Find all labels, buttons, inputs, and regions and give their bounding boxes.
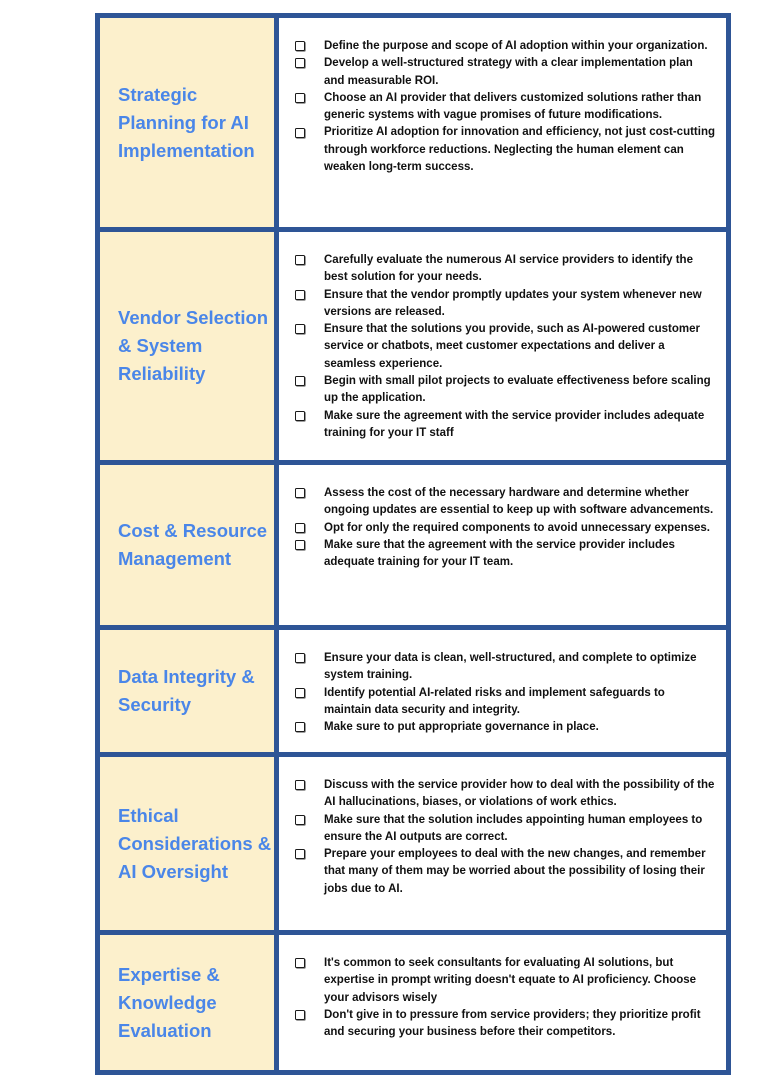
checkbox-icon	[295, 93, 305, 103]
checklist-item	[295, 321, 720, 373]
table-row	[100, 935, 726, 1070]
checklist-item-text: Prepare your employees to deal with the new changes, and remember that many of them may be worried about the possibility of losing their jobs due to AI.	[324, 848, 706, 895]
checklist-item	[295, 408, 720, 443]
checkbox-icon	[295, 41, 305, 51]
category-heading: Strategic Planning for AI Implementation	[118, 83, 255, 161]
checklist-item-text: Make sure to put appropriate governance in place.	[324, 721, 599, 734]
table-row	[100, 465, 726, 630]
checklist-item	[295, 685, 720, 720]
checklist-cell	[279, 465, 726, 625]
table-row	[100, 18, 726, 232]
checkbox-icon	[295, 780, 305, 790]
category-cell	[100, 757, 279, 930]
table-row	[100, 757, 726, 935]
checklist-item-text: Identify potential AI-related risks and implement safeguards to maintain data security and integrity.	[324, 686, 665, 716]
checklist-item-text: Don't give in to pressure from service providers; they prioritize profit and securing your business before their competitors.	[324, 1008, 701, 1039]
category-cell	[100, 18, 279, 227]
checklist-item-text: Ensure that the solutions you provide, such as AI-powered customer service or chatbots, meet customer expectations and deliver a seamless experience.	[324, 323, 700, 370]
category-heading: Vendor Selection & System Reliability	[118, 307, 269, 384]
checkbox-icon	[295, 411, 305, 421]
checklist	[295, 777, 720, 898]
checkbox-icon	[295, 376, 305, 386]
checklist-item-text: Make sure that the agreement with the service provider includes adequate training for your IT team.	[324, 538, 675, 569]
checkbox-icon	[295, 815, 305, 825]
checklist-item-text: Ensure that the vendor promptly updates your system whenever new versions are released.	[324, 288, 702, 318]
checklist-cell	[279, 630, 726, 752]
checklist-cell	[279, 232, 726, 460]
checklist-item	[295, 777, 720, 812]
checkbox-icon	[295, 290, 305, 300]
checklist-cell	[279, 935, 726, 1070]
checklist-item	[295, 812, 720, 847]
category-heading: Ethical Considerations & AI Oversight	[118, 804, 272, 882]
checklist	[295, 252, 720, 442]
checklist-item	[295, 38, 720, 55]
checklist-item-text: Define the purpose and scope of AI adoption within your organization.	[324, 40, 708, 52]
checkbox-icon	[295, 849, 305, 859]
checklist-item-text: Begin with small pilot projects to evaluate effectiveness before scaling up the application.	[324, 375, 711, 405]
checkbox-icon	[295, 653, 305, 663]
checkbox-icon	[295, 688, 305, 698]
checklist-item	[295, 650, 720, 685]
checklist-item	[295, 124, 720, 176]
checklist-item	[295, 55, 720, 90]
checklist-item-text: Make sure that the solution includes appointing human employees to ensure the AI outputs are correct.	[324, 813, 703, 843]
checkbox-icon	[295, 58, 305, 68]
checkbox-icon	[295, 128, 305, 138]
checklist-item-text: Prioritize AI adoption for innovation and efficiency, not just cost-cutting through workforce reductions. Neglecting the human element can weaken long-term success.	[324, 126, 716, 174]
checkbox-icon	[295, 958, 305, 968]
checkbox-icon	[295, 1010, 305, 1020]
checklist-item	[295, 485, 720, 520]
category-cell	[100, 465, 279, 625]
checklist-item-text: Develop a well-structured strategy with a clear implementation plan and measurable ROI.	[324, 57, 693, 87]
category-cell	[100, 935, 279, 1070]
checklist-item-text: Ensure your data is clean, well-structured, and complete to optimize system training.	[324, 652, 697, 682]
checkbox-icon	[295, 324, 305, 334]
checklist	[295, 38, 720, 176]
category-heading: Expertise & Knowledge Evaluation	[118, 963, 220, 1041]
checklist-item	[295, 1007, 720, 1042]
checklist-cell	[279, 18, 726, 227]
category-heading: Cost & Resource Management	[118, 520, 268, 569]
checklist-item-text: Assess the cost of the necessary hardware and determine whether ongoing updates are essential to keep up with software advancements.	[324, 487, 714, 517]
checklist-item	[295, 537, 720, 572]
checklist-item-text: Discuss with the service provider how to deal with the possibility of the AI hallucinations, biases, or violations of work ethics.	[324, 779, 715, 809]
checklist-item	[295, 719, 720, 736]
checklist-cell	[279, 757, 726, 930]
ai-adoption-checklist-table	[95, 13, 731, 1075]
category-heading: Data Integrity & Security	[118, 666, 255, 715]
checklist-item-text: It's common to seek consultants for evaluating AI solutions, but expertise in prompt writing doesn't equate to AI proficiency. Choose your advisors wisely	[324, 957, 697, 1004]
checklist-item	[295, 373, 720, 408]
checklist	[295, 955, 720, 1041]
checklist-item	[295, 287, 720, 322]
category-cell	[100, 630, 279, 752]
checklist	[295, 650, 720, 736]
checklist-item	[295, 846, 720, 898]
checkbox-icon	[295, 722, 305, 732]
checkbox-icon	[295, 523, 305, 533]
checkbox-icon	[295, 255, 305, 265]
checklist-item	[295, 90, 720, 125]
table-row	[100, 630, 726, 757]
checklist-item-text: Choose an AI provider that delivers customized solutions rather than generic systems with vague promises of future modifications.	[324, 91, 702, 122]
checklist-item	[295, 252, 720, 287]
checklist-item-text: Carefully evaluate the numerous AI service providers to identify the best solution for your needs.	[324, 254, 693, 284]
checklist	[295, 485, 720, 571]
checklist-item-text: Make sure the agreement with the service provider includes adequate training for your IT staff	[324, 409, 705, 439]
checklist-item-text: Opt for only the required components to avoid unnecessary expenses.	[324, 521, 710, 534]
checkbox-icon	[295, 540, 305, 550]
table-row	[100, 232, 726, 465]
checklist-item	[295, 955, 720, 1007]
category-cell	[100, 232, 279, 460]
checkbox-icon	[295, 488, 305, 498]
checklist-item	[295, 520, 720, 537]
